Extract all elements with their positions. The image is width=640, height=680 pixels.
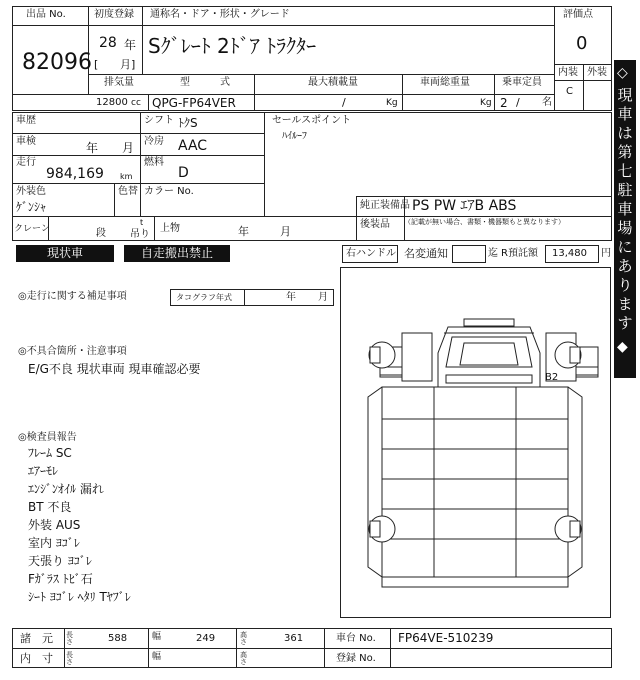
interior-label: 内装: [558, 67, 578, 78]
self-drive-prohibited-badge: 自走搬出禁止: [124, 245, 230, 262]
tacho-label: タコグラフ年式: [176, 293, 232, 302]
equipment-value: PS PW ｴｱB ABS: [412, 198, 517, 214]
body-month: 月: [280, 225, 291, 238]
mileage-unit: km: [120, 172, 133, 181]
inspection-label: 車検: [16, 136, 36, 147]
first-reg-month-unit: 月]: [120, 58, 136, 71]
inspector-item: 外装 AUS: [28, 518, 81, 532]
eval-score: 0: [576, 33, 588, 54]
ac-label: 冷房: [144, 136, 164, 147]
displacement-unit: cc: [131, 98, 141, 108]
lot-label: 出品 No.: [26, 9, 66, 20]
right-hand-label: 右ハンドル: [346, 248, 396, 259]
max-load-slash: /: [342, 96, 346, 109]
first-reg-label: 初度登録: [94, 9, 134, 20]
name-change-label: 名変通知: [404, 247, 448, 260]
vehicle-name: Sｸﾞﾚｰﾄ 2ﾄﾞｱ ﾄﾗｸﾀｰ: [148, 34, 317, 58]
registration-label: 登録 No.: [336, 653, 376, 664]
exterior-label: 外装: [587, 67, 607, 78]
crane-stage: 段: [96, 228, 106, 239]
length-value: 588: [108, 633, 128, 644]
recycle-unit: 円: [601, 248, 611, 259]
inspection-year: 年: [86, 141, 99, 155]
sales-point: ﾊｲﾙｰﾌ: [282, 131, 307, 142]
header-frame: [12, 6, 612, 111]
interior-grade: C: [566, 86, 573, 97]
shift-value: ﾄｸS: [178, 116, 198, 130]
recycle-amount: 13,480: [552, 248, 587, 259]
capacity-slash: /: [516, 96, 520, 109]
inspector-item: ｴﾝｼﾞﾝｵｲﾙ 漏れ: [28, 482, 104, 496]
aftermarket-note: （記載が無い場合、書類・機器類もと異なります）: [404, 218, 565, 226]
chassis-number: FP64VE-510239: [398, 631, 494, 645]
model-value: QPG-FP64VER: [152, 96, 236, 110]
model-label: 型 式: [180, 77, 230, 88]
inspector-item: ｼｰﾄ ﾖｺﾞﾚ ﾍﾀﾘ Tﾔﾌﾞﾚ: [28, 590, 131, 604]
inspector-item: Fｶﾞﾗｽ ﾄﾋﾞ石: [28, 572, 93, 586]
recycle-label: R預託額: [501, 248, 538, 259]
name-change-box: [452, 245, 486, 263]
crane-label: クレーン: [14, 224, 50, 234]
displacement-value: 12800: [96, 97, 128, 108]
fuel-value: D: [178, 165, 189, 181]
damage-mark-b2: B2: [545, 372, 559, 383]
ac-value: AAC: [178, 138, 208, 154]
first-reg-year-unit: 年: [124, 38, 137, 52]
capacity-label: 乗車定員: [502, 77, 542, 88]
crane-t: t: [140, 218, 144, 227]
color-label: 外装色: [16, 186, 46, 197]
capacity-value: 2: [500, 96, 508, 110]
width-label-2: 幅: [152, 652, 162, 662]
mileage-value: 984,169: [46, 166, 104, 182]
length-label: 長さ: [66, 631, 73, 646]
interior-dims-label: 内 寸: [20, 652, 53, 665]
inspector-item: BT 不良: [28, 500, 72, 514]
truck-diagram: [340, 267, 611, 618]
exterior-dims-label: 諸 元: [20, 632, 53, 645]
inspection-month: 月: [122, 141, 135, 155]
shift-label: シフト: [144, 115, 174, 126]
color-code-label: 色替: [118, 186, 138, 197]
width-label: 幅: [152, 632, 162, 642]
inspector-item: ｴｱｰﾓﾚ: [28, 464, 59, 478]
first-reg-year: 28: [99, 35, 117, 51]
chassis-label: 車台 No.: [336, 633, 376, 644]
defects-header: ◎不具合箇所・注意事項: [18, 346, 127, 357]
length-label-2: 長さ: [66, 651, 73, 666]
width-value: 249: [196, 633, 216, 644]
lot-number: 82096: [22, 50, 92, 75]
first-reg-month-open: [: [94, 58, 99, 71]
color-no-label: カラー No.: [144, 186, 194, 197]
height-label-2: 高さ: [240, 651, 247, 666]
eval-label: 評価点: [563, 9, 593, 20]
inspector-item: 天張り ﾖｺﾞﾚ: [28, 554, 92, 568]
name-label: 通称名・ドア・形状・グレード: [150, 9, 290, 20]
color-value: ｹﾞﾝｼｬ: [16, 200, 47, 214]
gvw-label: 車両総重量: [420, 77, 470, 88]
inspector-item: 室内 ﾖｺﾞﾚ: [28, 536, 80, 550]
body-year: 年: [238, 225, 249, 238]
gvw-unit: Kg: [480, 98, 492, 108]
equipment-label: 純正装備品: [360, 200, 410, 211]
fuel-label: 燃料: [144, 157, 164, 168]
tacho-year: 年: [286, 292, 296, 303]
sales-label: セールスポイント: [272, 115, 352, 126]
side-banner-text: 現車は第七駐車場にあります: [617, 86, 633, 332]
defects-text: E/G不良 現状車両 現車確認必要: [28, 362, 201, 376]
height-value: 361: [284, 633, 304, 644]
displacement-label: 排気量: [104, 77, 134, 88]
mileage-label: 走行: [16, 157, 36, 168]
capacity-unit: 名: [542, 97, 552, 108]
current-condition-badge: 現状車: [16, 245, 114, 262]
deposit-label: 迄: [488, 248, 498, 259]
aftermarket-label: 後装品: [360, 219, 390, 230]
history-label: 車歴: [16, 115, 36, 126]
inspector-header: ◎検査員報告: [18, 432, 77, 443]
driving-header: ◎走行に関する補足事項: [18, 291, 127, 302]
height-label: 高さ: [240, 631, 247, 646]
inspector-item: ﾌﾚｰﾑ SC: [28, 446, 72, 460]
crane-hang: 吊り: [130, 229, 150, 240]
max-load-label: 最大積載量: [308, 77, 358, 88]
body-label: 上物: [160, 223, 180, 234]
max-load-unit: Kg: [386, 98, 398, 108]
side-diamond-top: ◇: [617, 65, 628, 81]
side-diamond-bottom: ◆: [617, 339, 628, 355]
tacho-month: 月: [318, 292, 328, 303]
